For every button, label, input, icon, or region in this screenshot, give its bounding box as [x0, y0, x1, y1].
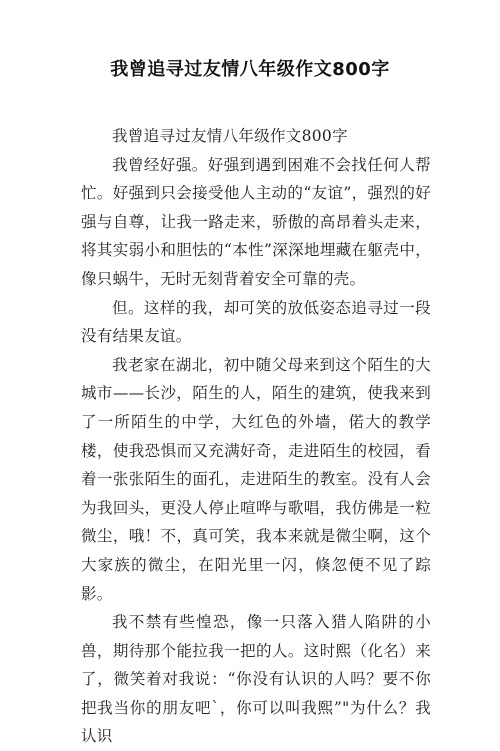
paragraph-1: 我曾追寻过友情八年级作文800字 — [112, 127, 348, 145]
paragraph-3: 但。这样的我，却可笑的放低姿态追寻过一段没有结果友谊。 — [81, 298, 431, 346]
document-title: 我曾追寻过友情八年级作文800字 — [110, 59, 390, 80]
document-body — [81, 122, 431, 751]
paragraph-4: 我老家在湖北，初中随父母来到这个陌生的大城市——长沙，陌生的人，陌生的建筑，使我来到了一所陌生的中学，大红色的外墙，偌大的教学楼，使我恐惧而又充满好奇，走进陌生的校园，看着一张张陌生的面孔，走进陌生的教室。没有人会为我回头，更没人停止喧哗与歌唱，我仿佛是一粒微尘，哦！不，真可笑，我本来就是微尘啊，这个大家族的微尘，在阳光里一闪，倏忽便不见了踪影。 — [81, 355, 431, 603]
paragraph-2: 我曾经好强。好强到遇到困难不会找任何人帮忙。好强到只会接受他人主动的“友谊”，强烈的好强与自尊，让我一路走来，骄傲的高昂着头走来，将其实弱小和胆怯的“本性”深深地埋藏在躯壳中，像只蜗牛，无时无刻背着安全可靠的壳。 — [81, 155, 431, 288]
paragraph-5: 我不禁有些惶恐，像一只落入猎人陷阱的小兽，期待那个能拉我一把的人。这时熙（化名）来了，微笑着对我说：“你没有认识的人吗？要不你把我当你的朋友吧`，你可以叫我熙”"为什么？我认识 — [81, 613, 431, 746]
